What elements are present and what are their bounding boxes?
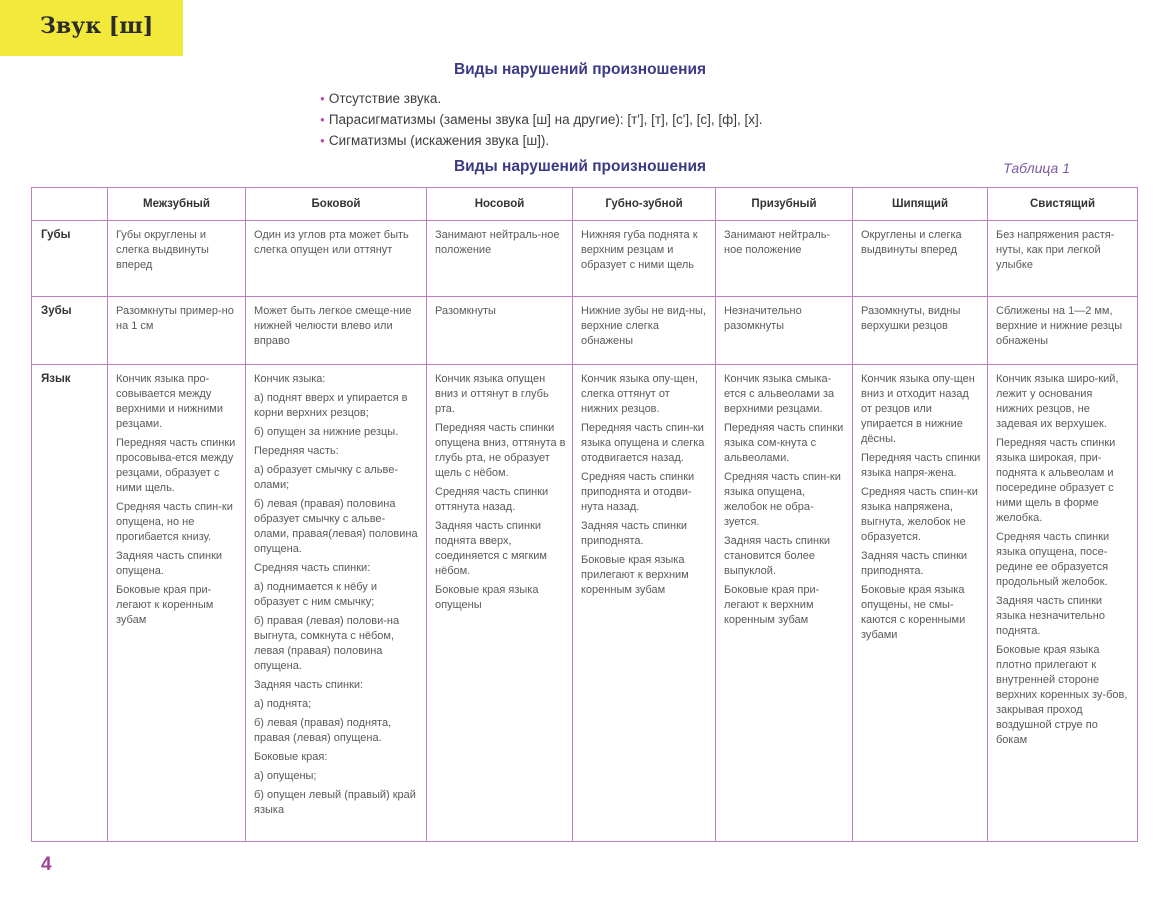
comparison-table: [31, 187, 1138, 842]
cell-paragraph: Передняя часть спинки языка сом-кнута с альвеолами.: [724, 422, 844, 464]
cell-paragraph: Кончик языка опу-щен вниз и отходит назад от резцов или упирается в нижние дёсны.: [861, 373, 975, 445]
table-cell: [108, 365, 246, 842]
table-cell: [853, 297, 988, 365]
cell-paragraph: Передняя часть спинки языка напря-жена.: [861, 452, 981, 479]
table-cell: [853, 221, 988, 297]
cell-paragraph: Передняя часть:: [254, 445, 339, 457]
section-tag: Звук [ш]: [0, 0, 183, 56]
cell-paragraph: Средняя часть спин-ки языка напряжена, выгнута, желобок не образуется.: [861, 486, 978, 543]
table-cell: [988, 221, 1138, 297]
table-cell: [246, 297, 427, 365]
cell-paragraph: Кончик языка опу-щен, слегка оттянут от нижних резцов.: [581, 373, 698, 415]
cell-paragraph: Кончик языка смыка-ется с альвеолами за верхними резцами.: [724, 373, 835, 415]
cell-paragraph: Боковые края языка прилегают к верхним коренным зубам: [581, 554, 689, 596]
table-cell: [573, 297, 716, 365]
cell-paragraph: Боковые края языка опущены: [435, 584, 539, 611]
row-header: Язык: [32, 365, 108, 842]
cell-paragraph: Средняя часть спин-ки опущена, но не прогибается книзу.: [116, 501, 233, 543]
page-number: 4: [41, 854, 52, 875]
column-header: Боковой: [246, 188, 427, 221]
cell-paragraph: Нижняя губа поднята к верхним резцам и образует с ними щель: [581, 229, 698, 271]
table-label: Таблица 1: [1003, 160, 1070, 176]
cell-paragraph: а) поднята;: [254, 698, 312, 710]
cell-paragraph: Средняя часть спинки:: [254, 562, 371, 574]
cell-paragraph: б) левая (правая) поднята, правая (левая) опущена.: [254, 717, 392, 744]
cell-paragraph: Один из углов рта может быть слегка опущен или оттянут: [254, 229, 409, 256]
cell-paragraph: Средняя часть спинки языка опущена, посе-редине ее образуется продольный желобок.: [996, 531, 1110, 588]
cell-paragraph: Боковые края:: [254, 751, 328, 763]
cell-paragraph: Разомкнуты пример-но на 1 см: [116, 305, 234, 332]
column-header: [32, 188, 108, 221]
cell-paragraph: Нижние зубы не вид-ны, верхние слегка обнажены: [581, 305, 707, 347]
row-header: Зубы: [32, 297, 108, 365]
table-row: [32, 297, 1138, 365]
cell-paragraph: Кончик языка широ-кий, лежит у основания нижних резцов, не задевая их верхушек.: [996, 373, 1119, 430]
column-header: Носовой: [427, 188, 573, 221]
table-cell: [716, 365, 853, 842]
cell-paragraph: Боковые края при-легают к коренным зубам: [116, 584, 214, 626]
page-title: Виды нарушений произношения: [453, 61, 707, 78]
cell-paragraph: б) левая (правая) половина образует смычку с альве-олами, правая(левая) половина опущена.: [254, 498, 418, 555]
bullet-item: ● Парасигматизмы (замены звука [ш] на другие): [т'], [т], [с'], [с], [ф], [х].: [320, 110, 763, 131]
cell-paragraph: Задняя часть спинки приподнята.: [861, 550, 968, 577]
cell-paragraph: Незначительно разомкнуты: [724, 305, 802, 332]
cell-paragraph: а) опущены;: [254, 770, 317, 782]
cell-paragraph: Задняя часть спинки приподнята.: [581, 520, 688, 547]
cell-paragraph: Занимают нейтраль-ное положение: [435, 229, 560, 256]
table-cell: [108, 297, 246, 365]
cell-paragraph: Боковые края языка опущены, не смы-каются с коренными зубами: [861, 584, 966, 641]
table-cell: [108, 221, 246, 297]
cell-paragraph: Без напряжения растя-нуты, как при легкой улыбке: [996, 229, 1115, 271]
cell-paragraph: Задняя часть спинки языка незначительно поднята.: [996, 595, 1105, 637]
table-row: [32, 221, 1138, 297]
column-header: Призубный: [716, 188, 853, 221]
table-row: [32, 365, 1138, 842]
cell-paragraph: Средняя часть спинки оттянута назад.: [435, 486, 549, 513]
cell-paragraph: Передняя часть спинки просовыва-ется между резцами, образует с ними щель.: [116, 437, 236, 494]
table-header-row: [32, 188, 1138, 221]
column-header: Губно-зубной: [573, 188, 716, 221]
table-cell: [716, 297, 853, 365]
cell-paragraph: Сближены на 1—2 мм, верхние и нижние резцы обнажены: [996, 305, 1123, 347]
table-cell: [988, 297, 1138, 365]
bullet-list: [320, 89, 763, 152]
cell-paragraph: Передняя часть спинки языка широкая, при-поднята к альвеолам и посередине образует с ними щель в форме желобка.: [996, 437, 1116, 524]
table-cell: [246, 221, 427, 297]
cell-paragraph: Средняя часть спин-ки языка опущена, желобок не обра-зуется.: [724, 471, 841, 528]
table-cell: [573, 221, 716, 297]
cell-paragraph: б) опущен за нижние резцы.: [254, 426, 399, 438]
row-header: Губы: [32, 221, 108, 297]
table-cell: [427, 365, 573, 842]
column-header: Межзубный: [108, 188, 246, 221]
cell-paragraph: Задняя часть спинки становится более выпуклой.: [724, 535, 831, 577]
column-header: Шипящий: [853, 188, 988, 221]
cell-paragraph: Передняя часть спин-ки языка опущена и слегка отодвигается назад.: [581, 422, 705, 464]
cell-paragraph: Задняя часть спинки поднята вверх, соединяется с мягким нёбом.: [435, 520, 547, 577]
cell-paragraph: а) поднят вверх и упирается в корни верхних резцов;: [254, 392, 408, 419]
bullet-item: ● Сигматизмы (искажения звука [ш]).: [320, 131, 763, 152]
cell-paragraph: Задняя часть спинки:: [254, 679, 364, 691]
cell-paragraph: Передняя часть спинки опущена вниз, оттянута в глубь рта, не образует щель с нёбом.: [435, 422, 566, 479]
table-cell: [716, 221, 853, 297]
cell-paragraph: Разомкнуты, видны верхушки резцов: [861, 305, 961, 332]
table-cell: [427, 221, 573, 297]
cell-paragraph: Кончик языка:: [254, 373, 326, 385]
cell-paragraph: Округлены и слегка выдвинуты вперед: [861, 229, 962, 256]
bullet-item: ● Отсутствие звука.: [320, 89, 763, 110]
cell-paragraph: Занимают нейтраль-ное положение: [724, 229, 831, 256]
cell-paragraph: Разомкнуты: [435, 305, 496, 317]
cell-paragraph: Может быть легкое смеще-ние нижней челюсти влево или вправо: [254, 305, 412, 347]
cell-paragraph: а) поднимается к нёбу и образует с ним смычку;: [254, 581, 377, 608]
cell-paragraph: б) правая (левая) полови-на выгнута, сомкнута с нёбом, левая (правая) половина опущена.: [254, 615, 400, 672]
cell-paragraph: Кончик языка опущен вниз и оттянут в глубь рта.: [435, 373, 549, 415]
table-title: Виды нарушений произношения: [453, 158, 707, 175]
table-cell: [427, 297, 573, 365]
table-cell: [246, 365, 427, 842]
table-cell: [853, 365, 988, 842]
cell-paragraph: а) образует смычку с альве-олами;: [254, 464, 399, 491]
cell-paragraph: Боковые края языка плотно прилегают к внутренней стороне верхних коренных зу-бов, закрывая проход воздушной струе по бокам: [996, 644, 1128, 746]
cell-paragraph: Кончик языка про-совывается между верхними и нижними резцами.: [116, 373, 224, 430]
cell-paragraph: Боковые края при-легают к верхним коренным зубам: [724, 584, 820, 626]
column-header: Свистящий: [988, 188, 1138, 221]
cell-paragraph: Средняя часть спинки приподнята и отодви-нута назад.: [581, 471, 695, 513]
cell-paragraph: б) опущен левый (правый) край языка: [254, 789, 416, 816]
table-cell: [573, 365, 716, 842]
table-cell: [988, 365, 1138, 842]
cell-paragraph: Задняя часть спинки опущена.: [116, 550, 223, 577]
cell-paragraph: Губы округлены и слегка выдвинуты вперед: [116, 229, 209, 271]
